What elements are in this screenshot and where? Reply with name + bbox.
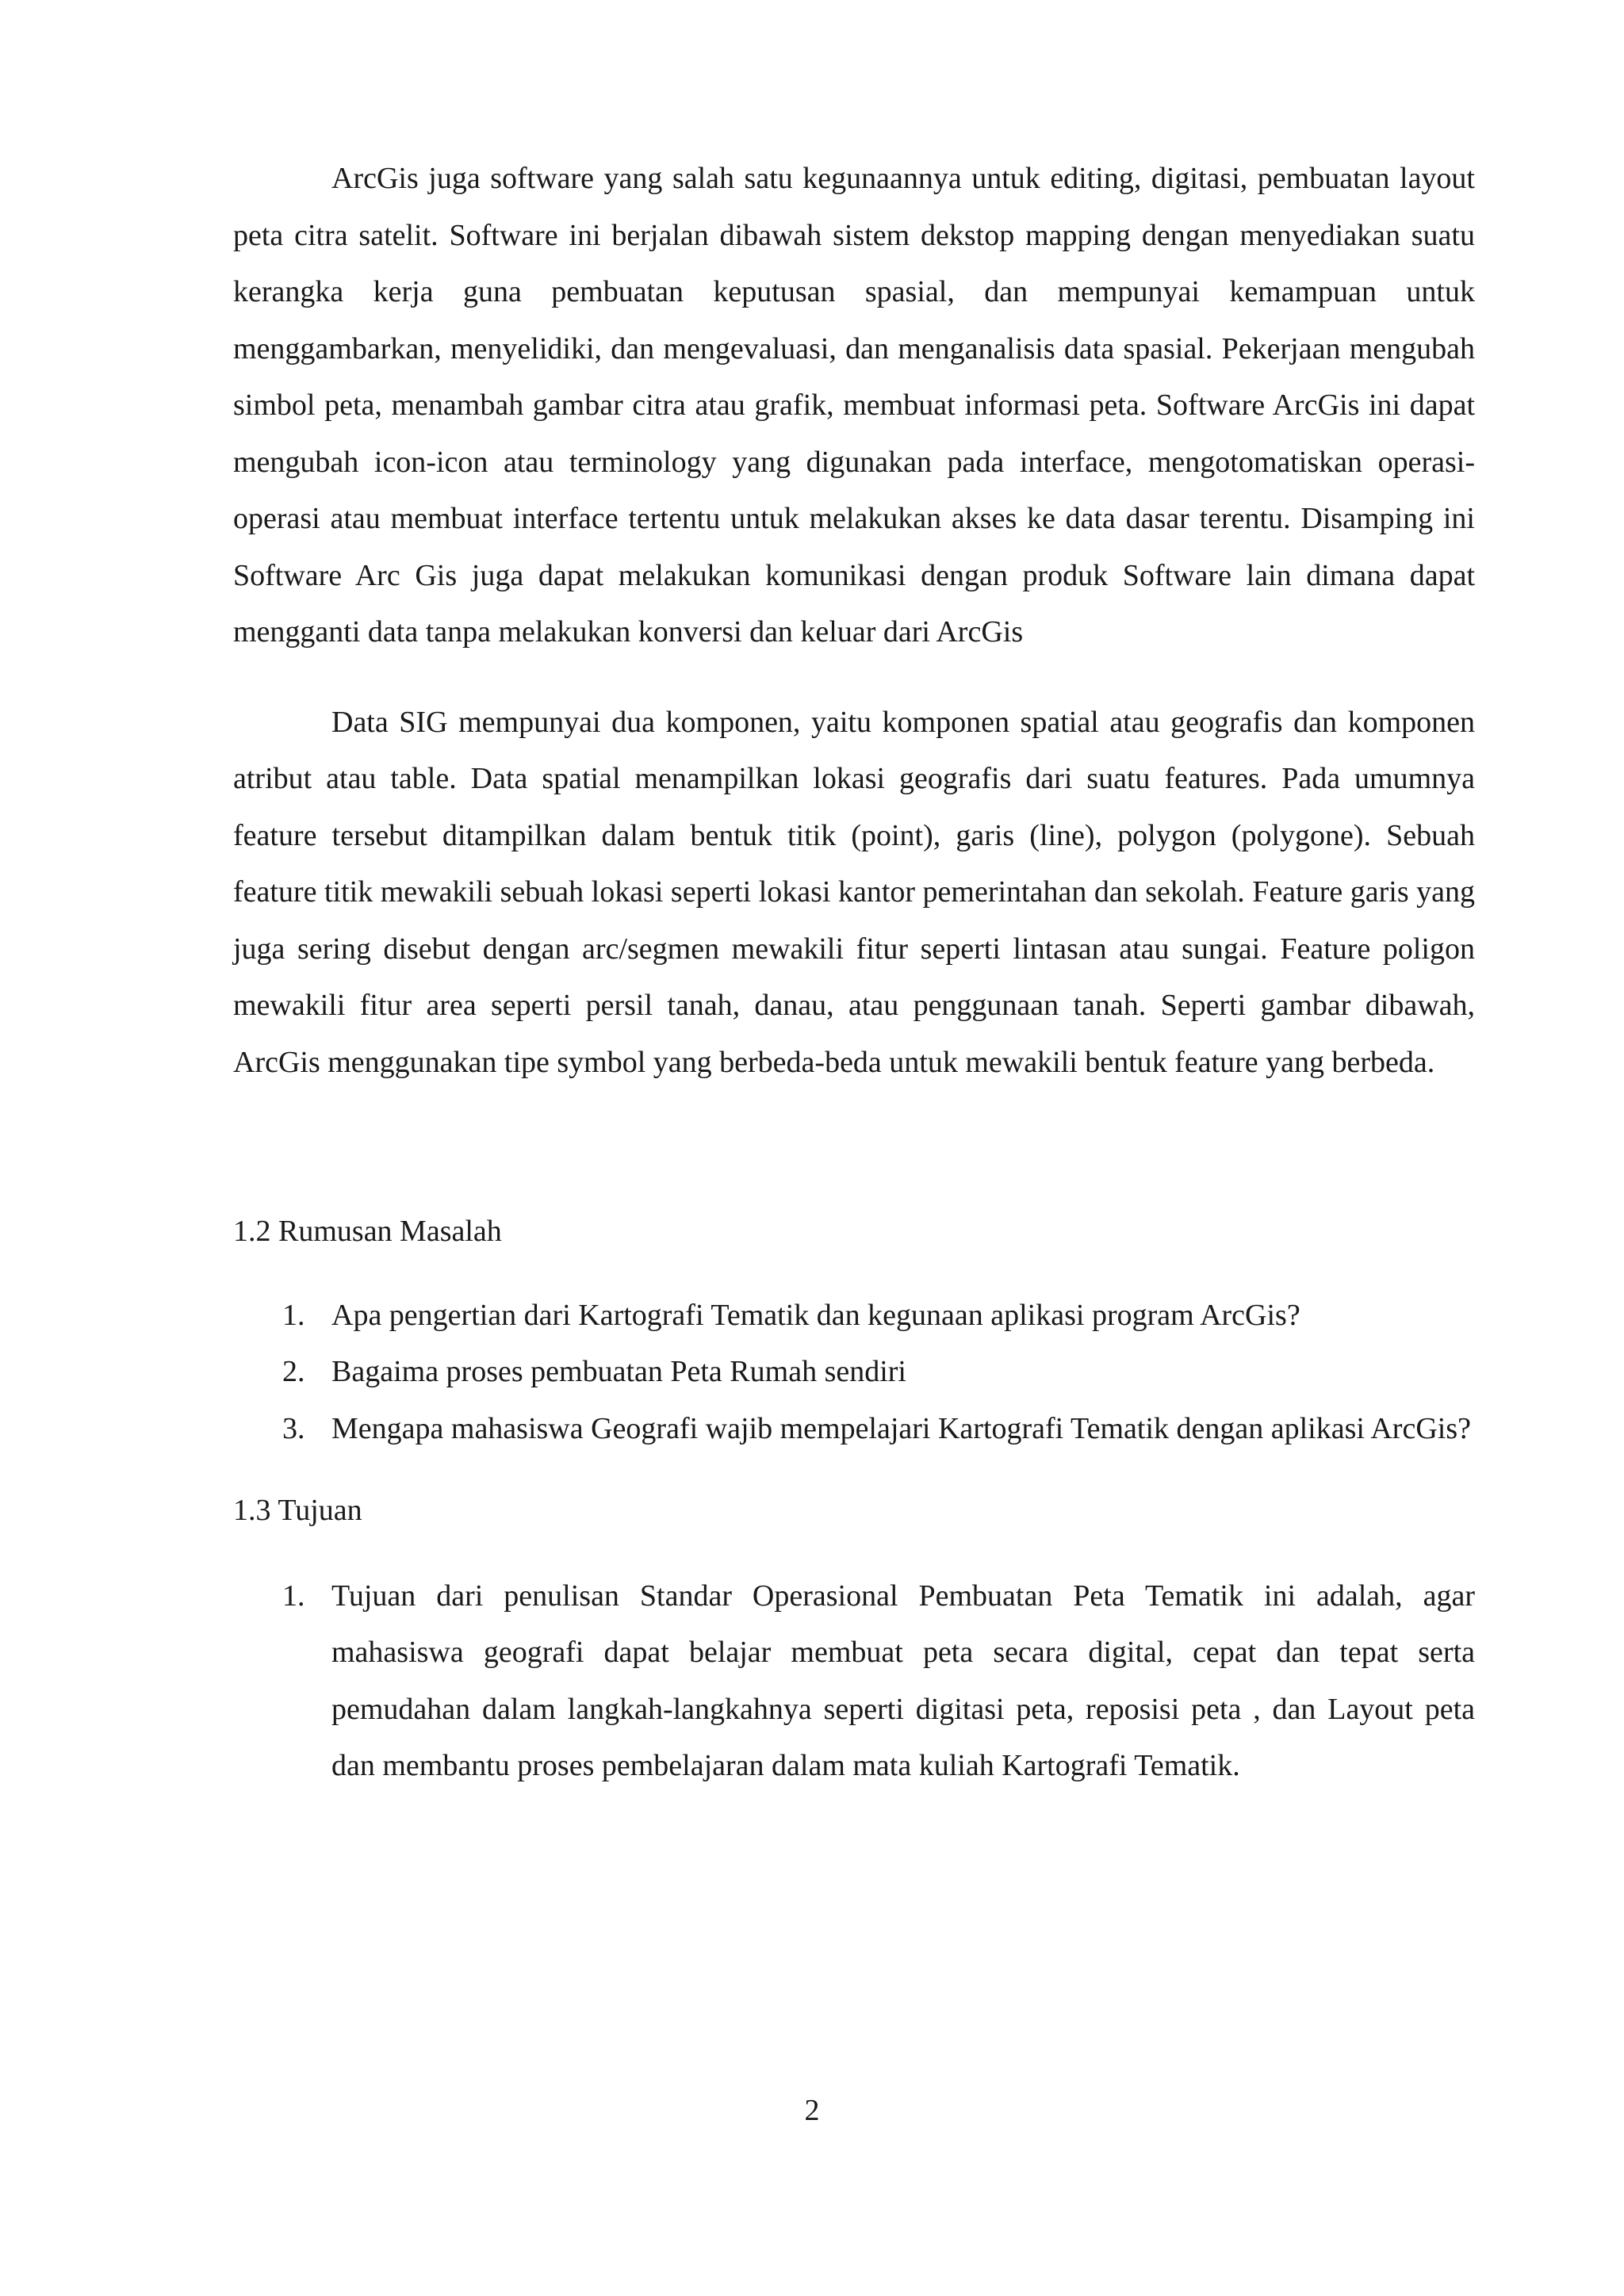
list-item-text: Apa pengertian dari Kartografi Tematik dan kegunaan aplikasi program ArcGis? [331, 1298, 1300, 1332]
list-item-text: Bagaima proses pembuatan Peta Rumah sendiri [331, 1355, 906, 1388]
paragraph-arcgis: ArcGis juga software yang salah satu kegunaannya untuk editing, digitasi, pembuatan layout peta citra satelit. Software ini berjalan dibawah sistem dekstop mapping dengan menyediakan suatu kerangka kerja guna pembuatan keputusan spasial, dan mempunyai kemampuan untuk menggambarkan, menyelidiki, dan mengevaluasi, dan menganalisis data spasial. Pekerjaan mengubah simbol peta, menambah gambar citra atau grafik, membuat informasi peta. Software ArcGis ini dapat mengubah icon-icon atau terminology yang digunakan pada interface, mengotomatiskan operasi-operasi atau membuat interface tertentu untuk melakukan akses ke data dasar terentu. Disamping ini Software Arc Gis juga dapat melakukan komunikasi dengan produk Software lain dimana dapat mengganti data tanpa melakukan konversi dan keluar dari ArcGis [233, 162, 1475, 649]
section-heading-tujuan: 1.3 Tujuan [233, 1494, 362, 1527]
rumusan-masalah-list [233, 1288, 1475, 1458]
list-item [233, 1401, 1475, 1458]
page-number: 2 [804, 2094, 820, 2127]
list-item-number: 1. [282, 1578, 305, 1613]
list-item-number: 3. [282, 1411, 305, 1445]
list-item-text: Mengapa mahasiswa Geografi wajib mempelajari Kartografi Tematik dengan aplikasi ArcGis? [331, 1411, 1471, 1445]
list-item-number: 2. [282, 1355, 305, 1388]
tujuan-list [233, 1568, 1475, 1795]
list-item [233, 1288, 1475, 1345]
section-heading-rumusan-masalah: 1.2 Rumusan Masalah [233, 1215, 502, 1248]
list-item [233, 1344, 1475, 1401]
list-item [233, 1568, 1475, 1795]
page-content [233, 151, 1475, 1795]
paragraph-data-sig: Data SIG mempunyai dua komponen, yaitu komponen spatial atau geografis dan komponen atribut atau table. Data spatial menampilkan lokasi geografis dari suatu features. Pada umumnya feature tersebut ditampilkan dalam bentuk titik (point), garis (line), polygon (polygone). Sebuah feature titik mewakili sebuah lokasi seperti lokasi kantor pemerintahan dan sekolah. Feature garis yang juga sering disebut dengan arc/segmen mewakili fitur seperti lintasan atau sungai. Feature poligon mewakili fitur area seperti persil tanah, danau, atau penggunaan tanah. Seperti gambar dibawah, ArcGis menggunakan tipe symbol yang berbeda-beda untuk mewakili bentuk feature yang berbeda. [233, 705, 1475, 1079]
list-item-text: Tujuan dari penulisan Standar Operasional Pembuatan Peta Tematik ini adalah, agar mahasiswa geografi dapat belajar membuat peta secara digital, cepat dan tepat serta pemudahan dalam langkah-langkahnya seperti digitasi peta, reposisi peta , dan Layout peta dan membantu proses pembelajaran dalam mata kuliah Kartografi Tematik. [331, 1578, 1475, 1782]
list-item-number: 1. [282, 1298, 305, 1332]
